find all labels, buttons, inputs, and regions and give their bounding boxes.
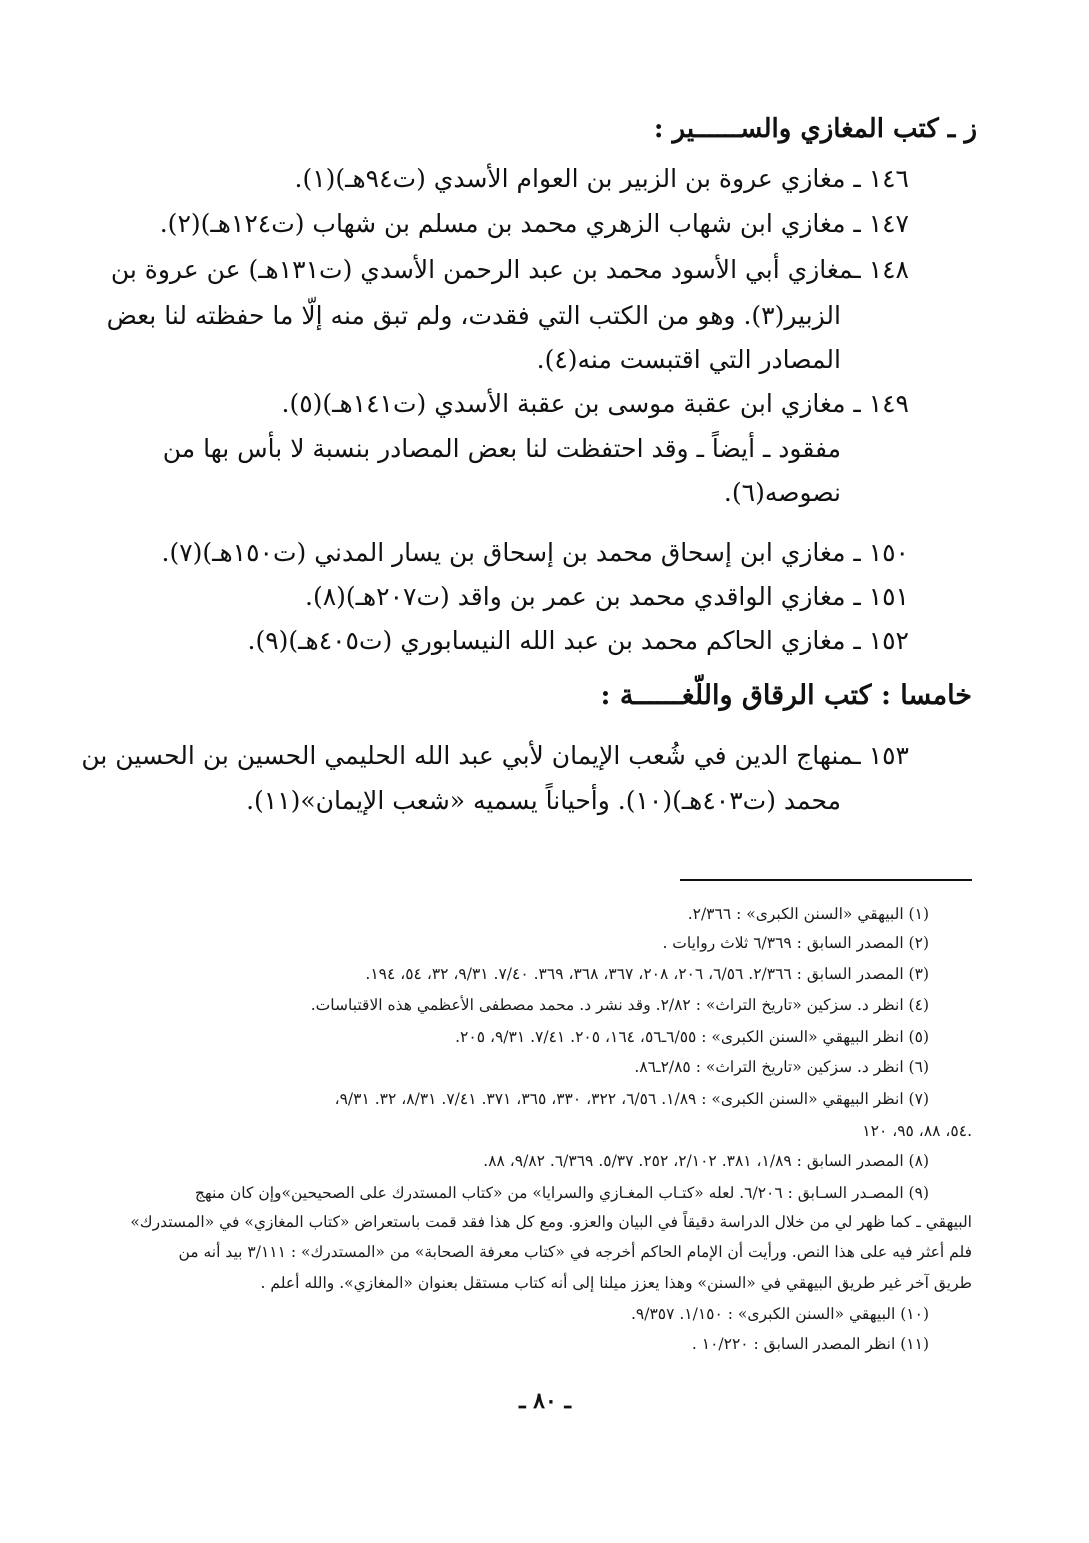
footnote-9-line-4: طريق آخر غير طريق البيهقي في «السنن» وهذا يعزز ميلنا إلى أنه كتاب مستقل بعنوان «المغازي». والله أعلم .	[260, 1274, 972, 1292]
footnote-9-line-1: (٩) المصـدر السـابق : ٦/٢٠٦. لعله «كتـاب المغـازي والسرايا» من «كتاب المستدرك على الصحيحين»وإن كان منهج	[194, 1184, 929, 1202]
section-heading-raqaq: خامسا : كتب الرقاق واللّغــــــة :	[600, 680, 972, 711]
page-number: ـ ٨٠ ـ	[519, 1388, 571, 1414]
entry-148-line-3: المصادر التي اقتبست منه(٤).	[536, 345, 841, 374]
footnote-7-line-1: (٧) انظر البيهقي «السنن الكبرى» : ١/٨٩. ٦/٥٦، ٣٢٢، ٣٣٠، ٣٦٥، ٣٧١. ٧/٤١. ٨/٣١، ٣٢. ٩/٣١،	[334, 1090, 929, 1108]
footnote-4: (٤) انظر د. سزكين «تاريخ التراث» : ٢/٨٢. وقد نشر د. محمد مصطفى الأعظمي هذه الاقتباسات.	[310, 996, 929, 1014]
entry-150: ١٥٠ ـ مغازي ابن إسحاق محمد بن إسحاق بن يسار المدني (ت١٥٠هـ)(٧).	[161, 538, 909, 567]
entry-151: ١٥١ ـ مغازي الواقدي محمد بن عمر بن واقد (ت٢٠٧هـ)(٨).	[305, 582, 909, 611]
entry-148-line-2: الزبير(٣). وهو من الكتب التي فقدت، ولم تبق منه إلّا ما حفظته لنا بعض	[106, 301, 841, 330]
entry-149: ١٤٩ ـ مغازي ابن عقبة موسى بن عقبة الأسدي (ت١٤١هـ)(٥).	[281, 389, 909, 418]
footnote-9-line-3: فلم أعثر فيه على هذا النص. ورأيت أن الإمام الحاكم أخرجه في «كتاب معرفة الصحابة» من «المستدرك» : ٣/١١١ بيد أنه من	[178, 1243, 972, 1261]
entry-149-note-line-2: نصوصه(٦).	[723, 478, 841, 507]
entry-147: ١٤٧ ـ مغازي ابن شهاب الزهري محمد بن مسلم بن شهاب (ت١٢٤هـ)(٢).	[159, 209, 909, 238]
entry-149-note-line-1: مفقود ـ أيضاً ـ وقد احتفظت لنا بعض المصادر بنسبة لا بأس بها من	[162, 434, 841, 463]
footnote-11: (١١) انظر المصدر السابق : ١٠/٢٢٠ .	[691, 1335, 929, 1353]
footnote-5: (٥) انظر البيهقي «السنن الكبرى» : ٦/٥٥ـ٥٦، ١٦٤، ٢٠٥. ٧/٤١. ٩/٣١، ٢٠٥.	[455, 1028, 929, 1046]
footnote-6: (٦) انظر د. سزكين «تاريخ التراث» : ٢/٨٥ـ٨٦.	[634, 1058, 929, 1076]
footnote-8: (٨) المصدر السابق : ١/٨٩، ٣٨١. ٢/١٠٢، ٢٥٢. ٥/٣٧. ٦/٣٦٩. ٩/٨٢، ٨٨.	[483, 1152, 929, 1170]
entry-153-line-1: ١٥٣ ـمنهاج الدين في شُعب الإيمان لأبي عبد الله الحليمي الحسين بن الحسين بن	[81, 741, 909, 770]
entry-146: ١٤٦ ـ مغازي عروة بن الزبير بن العوام الأسدي (ت٩٤هـ)(١).	[294, 164, 909, 193]
footnote-7-line-2: ٥٤، ٨٨، ٩٥، ١٢٠.	[862, 1122, 972, 1140]
section-heading-maghazi: ز ـ كتب المغازي والســــــير :	[653, 114, 977, 144]
footnote-2: (٢) المصدر السابق : ٦/٣٦٩ ثلاث روايات .	[662, 934, 929, 952]
footnote-1: (١) البيهقي «السنن الكبرى» : ٢/٣٦٦.	[687, 905, 929, 923]
footnote-10: (١٠) البيهقي «السنن الكبرى» : ١/١٥٠. ٩/٣٥٧.	[630, 1305, 929, 1323]
footnote-9-line-2: البيهقي ـ كما ظهر لي من خلال الدراسة دقيقاً في البيان والعزو. ومع كل هذا فقد قمت باستعراض «كتاب المغازي» في «المستدرك»	[130, 1213, 972, 1231]
footnote-separator	[680, 879, 972, 881]
entry-148-line-1: ١٤٨ ـمغازي أبي الأسود محمد بن عبد الرحمن الأسدي (ت١٣١هـ) عن عروة بن	[110, 255, 909, 284]
footnote-3: (٣) المصدر السابق : ٢/٣٦٦. ٦/٥٦، ٢٠٦، ٢٠٨، ٣٦٧، ٣٦٨، ٣٦٩. ٧/٤٠. ٩/٣١، ٣٢، ٥٤، ١٩٤.	[365, 965, 929, 983]
entry-153-line-2: محمد (ت٤٠٣هـ)(١٠). وأحياناً يسميه «شعب الإيمان»(١١).	[246, 786, 841, 815]
entry-152: ١٥٢ ـ مغازي الحاكم محمد بن عبد الله النيسابوري (ت٤٠٥هـ)(٩).	[247, 626, 909, 655]
